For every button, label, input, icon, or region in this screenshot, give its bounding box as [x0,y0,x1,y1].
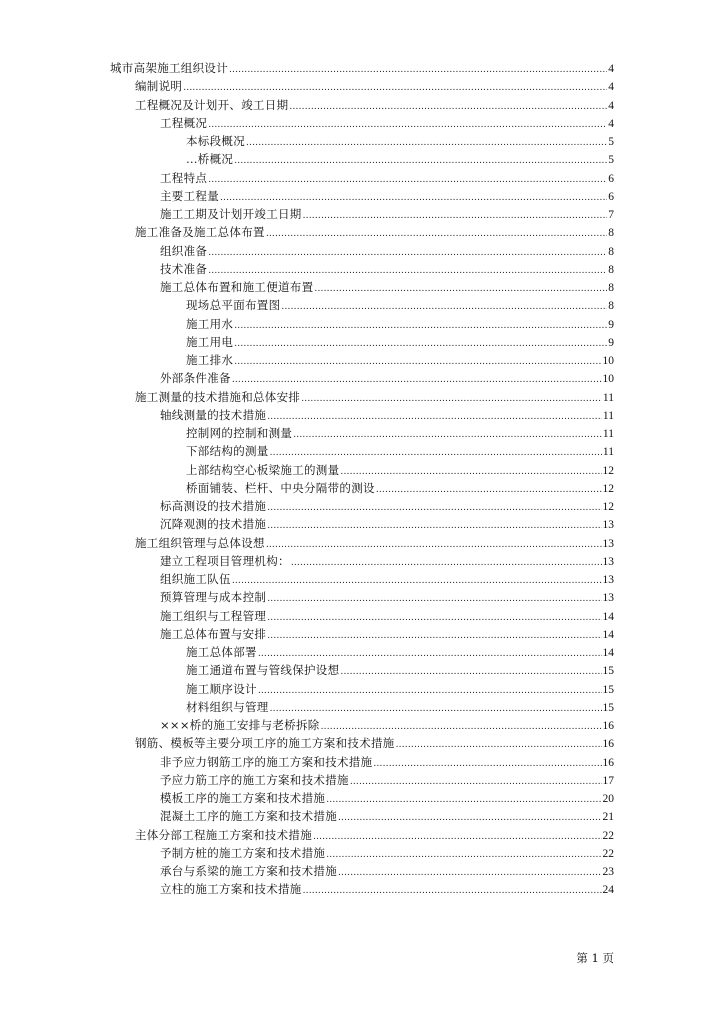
toc-entry-title: 施工用水 [186,316,234,331]
toc-entry-page: 8 [608,282,614,294]
toc-entry-line [110,59,614,77]
toc-entry-title: 下部结构的测量 [186,444,269,459]
toc-entry[interactable] [0,515,724,533]
toc-entry[interactable] [0,150,724,168]
toc-entry-page: 15 [602,683,614,696]
toc-entry[interactable] [0,406,724,424]
toc-entry-line [160,570,614,588]
toc-entry-page: 22 [602,847,614,860]
toc-entry-title: 建立工程项目管理机构： [160,553,290,568]
toc-entry-page: 14 [602,610,614,623]
toc-entry-title: ×××桥的施工安排与老桥拆除 [160,718,320,732]
toc-entry-page: 20 [602,793,614,805]
toc-entry-page: 8 [608,227,614,240]
toc-entry-title: 主要工程量 [160,188,219,203]
toc-entry-title: 技术准备 [160,261,208,276]
toc-entry-line [186,315,614,333]
toc-entry[interactable] [0,96,724,114]
toc-entry[interactable] [0,59,724,77]
toc-entry-title: 控制网的控制和测量 [186,426,293,440]
toc-entry-page: 13 [602,574,614,586]
toc-entry-line [160,880,614,898]
toc-entry-line [160,515,614,533]
toc-entry-title: 本标段概况 [186,134,245,148]
toc-entry[interactable] [0,880,724,898]
toc-entry[interactable] [0,625,724,643]
toc-entry-page: 4 [608,117,614,130]
toc-entry-page: 5 [608,136,614,148]
toc-entry-line [160,114,614,132]
toc-entry-page: 9 [608,336,614,349]
toc-entry-page: 10 [602,355,614,367]
toc-entry-page: 8 [608,245,614,258]
toc-entry-title: 标高测设的技术措施 [160,499,267,513]
toc-entry-title: 现场总平面布置图 [186,298,281,313]
toc-entry-page: 13 [602,555,614,568]
toc-entry-page: 11 [602,428,614,440]
toc-entry-page: 11 [602,391,614,404]
toc-entry-title: 施工组织与工程管理 [160,608,267,623]
toc-entry-page: 15 [602,701,614,714]
toc-entry-page: 22 [602,829,614,842]
toc-entry-page: 16 [602,738,614,751]
toc-entry-line [186,442,614,460]
toc-entry-line [186,424,614,442]
toc-entry-title: 施工总体部署 [186,645,257,659]
toc-entry-line [160,205,614,223]
toc-entry-page: 23 [602,866,614,878]
toc-entry-line [135,826,614,844]
toc-entry-title: 施工总体布置与安排 [160,626,267,641]
toc-entry-line [160,187,614,205]
toc-entry-line [135,96,614,114]
toc-entry-page: 12 [602,464,614,477]
toc-entry-page: 8 [608,300,614,313]
toc-entry[interactable] [0,734,724,752]
toc-entry-title: 工程概况及计划开、竣工日期 [135,97,289,112]
toc-entry-page: 4 [608,63,614,75]
toc-entry-line [160,260,614,278]
toc-entry[interactable] [0,698,724,716]
toc-entry-line [186,132,614,150]
toc-entry-title: 预算管理与成本控制 [160,590,267,605]
toc-entry[interactable] [0,570,724,588]
toc-entry[interactable] [0,169,724,187]
toc-entry-title: 混凝土工序的施工方案和技术措施 [160,809,337,824]
toc-entry-line [186,333,614,351]
toc-entry-title: 钢筋、模板等主要分项工序的施工方案和技术措施 [135,736,395,751]
toc-entry-title: 沉降观测的技术措施 [160,517,267,532]
toc-entry[interactable] [0,479,724,497]
toc-entry[interactable] [0,187,724,205]
toc-entry-title: 予应力筋工序的施工方案和技术措施 [160,772,349,787]
toc-entry[interactable] [0,534,724,552]
toc-entry-line [186,661,614,679]
toc-entry-line [160,625,614,643]
toc-entry[interactable] [0,388,724,406]
toc-entry-line [160,753,614,771]
toc-entry[interactable] [0,242,724,260]
toc-entry-line [160,716,614,734]
toc-entry[interactable] [0,260,724,278]
toc-entry-page: 12 [602,482,614,495]
toc-entry-page: 17 [602,774,614,787]
toc-entry[interactable] [0,607,724,625]
toc-entry-page: 8 [608,263,614,276]
toc-entry-title: 工程概况 [160,115,208,130]
toc-entry-line [186,150,614,168]
toc-entry-line [160,278,614,296]
toc-entry[interactable] [0,497,724,515]
toc-entry-title: 非予应力钢筋工序的施工方案和技术措施 [160,754,373,769]
toc-entry[interactable] [0,315,724,333]
toc-entry-line [135,77,614,95]
toc-entry[interactable] [0,77,724,95]
toc-entry-page: 13 [602,519,614,532]
toc-entry[interactable] [0,461,724,479]
toc-entry-page: 4 [608,99,614,112]
toc-entry-title: 立柱的施工方案和技术措施 [160,882,302,897]
toc-entry[interactable] [0,552,724,570]
toc-entry-page: 14 [602,647,614,659]
toc-entry-page: 10 [602,373,614,386]
toc-entry-line [160,862,614,880]
table-of-contents [0,59,724,899]
toc-entry-page: 5 [608,154,614,167]
toc-entry-line [186,351,614,369]
toc-entry[interactable] [0,369,724,387]
toc-entry-title: 施工总体布置和施工便道布置 [160,280,314,294]
toc-entry-line [160,588,614,606]
toc-dot-leader [303,882,602,900]
toc-entry-line [186,296,614,314]
toc-entry-title: …桥概况 [186,152,234,167]
toc-entry-line [160,497,614,515]
toc-entry-line [160,789,614,807]
toc-entry-title: 轴线测量的技术措施 [160,407,267,422]
toc-entry-title: 桥面铺装、栏杆、中央分隔带的测设 [186,480,375,495]
toc-entry-title: 施工顺序设计 [186,681,257,696]
toc-entry-page: 11 [602,409,614,422]
toc-entry-page: 16 [602,756,614,769]
toc-entry-line [186,461,614,479]
toc-entry-page: 15 [602,665,614,678]
page-number-footer: 第 1 页 [576,951,614,965]
toc-entry-title: 城市高架施工组织设计 [110,61,228,75]
toc-entry[interactable] [0,661,724,679]
toc-entry-line [135,388,614,406]
toc-entry-title: 施工测量的技术措施和总体安排 [135,389,301,404]
toc-entry-line [160,369,614,387]
toc-entry-page: 13 [602,592,614,605]
toc-entry-title: 组织准备 [160,243,208,258]
toc-entry-line [160,242,614,260]
toc-entry-line [135,223,614,241]
toc-entry[interactable] [0,442,724,460]
toc-entry-page: 4 [608,81,614,94]
toc-entry[interactable] [0,771,724,789]
toc-entry-page: 14 [602,628,614,641]
toc-entry-page: 11 [602,446,614,459]
toc-entry-title: 施工排水 [186,353,234,367]
toc-entry-title: 模板工序的施工方案和技术措施 [160,791,326,805]
toc-entry[interactable] [0,205,724,223]
toc-entry-page: 6 [608,172,614,185]
toc-entry-title: 主体分部工程施工方案和技术措施 [135,827,312,842]
toc-entry-page: 7 [608,209,614,221]
toc-entry-title: 上部结构空心板梁施工的测量 [186,462,340,477]
toc-entry[interactable] [0,680,724,698]
toc-entry-page: 21 [602,811,614,824]
toc-entry-title: 组织施工队伍 [160,572,231,586]
toc-entry[interactable] [0,789,724,807]
toc-entry-line [186,698,614,716]
toc-entry-line [160,406,614,424]
toc-entry[interactable] [0,844,724,862]
toc-entry[interactable] [0,826,724,844]
toc-entry-title: 施工通道布置与管线保护设想 [186,663,340,678]
toc-entry-line [186,680,614,698]
toc-entry[interactable] [0,424,724,442]
toc-entry[interactable] [0,753,724,771]
toc-entry-line [186,643,614,661]
toc-entry-title: 施工用电 [186,334,234,349]
toc-entry-line [160,807,614,825]
toc-entry[interactable] [0,114,724,132]
toc-entry[interactable] [0,643,724,661]
toc-entry-line [186,479,614,497]
toc-entry-page: 24 [602,884,614,897]
toc-entry-line [135,534,614,552]
toc-entry[interactable] [0,862,724,880]
toc-entry-title: 施工工期及计划开竣工日期 [160,207,302,221]
toc-entry[interactable] [0,296,724,314]
toc-entry[interactable] [0,351,724,369]
toc-entry-line [160,771,614,789]
toc-entry-title: 材料组织与管理 [186,699,269,714]
toc-entry-title: 外部条件准备 [160,371,231,386]
toc-entry[interactable] [0,807,724,825]
toc-entry-title: 承台与系梁的施工方案和技术措施 [160,864,337,878]
toc-entry[interactable] [0,588,724,606]
toc-entry[interactable] [0,278,724,296]
toc-entry-title: 施工准备及施工总体布置 [135,225,265,240]
toc-entry-page: 16 [602,720,614,732]
toc-entry-page: 6 [608,190,614,203]
toc-entry-line [135,734,614,752]
toc-entry[interactable] [0,132,724,150]
toc-entry-line [160,552,614,570]
toc-entry-title: 施工组织管理与总体设想 [135,535,265,550]
toc-entry-title: 予制方桩的施工方案和技术措施 [160,845,326,860]
toc-entry-title: 工程特点 [160,170,208,185]
toc-entry-line [160,607,614,625]
toc-entry-page: 13 [602,537,614,550]
toc-entry-page: 12 [602,501,614,513]
toc-entry[interactable] [0,716,724,734]
toc-entry-line [160,169,614,187]
toc-entry-title: 编制说明 [135,79,183,94]
toc-entry[interactable] [0,223,724,241]
toc-entry-line [160,844,614,862]
toc-entry[interactable] [0,333,724,351]
toc-entry-page: 9 [608,318,614,331]
